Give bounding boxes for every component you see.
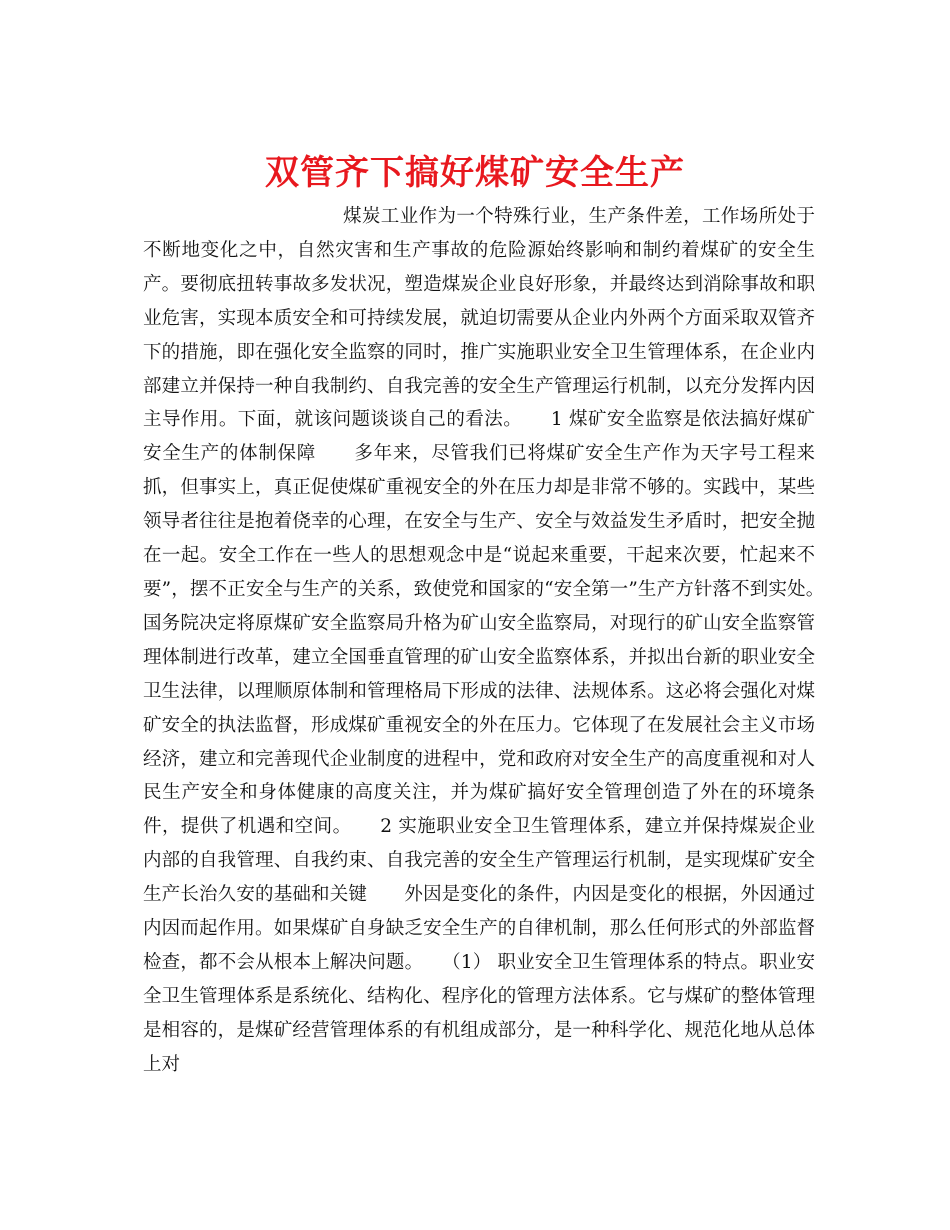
document-body: 煤炭工业作为一个特殊行业，生产条件差，工作场所处于不断地变化之中，自然灾害和生产事故的危险源始终影响和制约着煤矿的安全生产。要彻底扭转事故多发状况，塑造煤炭企业良好形象，并最终达到消除事故和职业危害，实现本质安全和可持续发展，就迫切需要从企业内外两个方面采取双管齐下的措施，即在强化安全监察的同时，推广实施职业安全卫生管理体系，在企业内部建立并保持一种自我制约、自我完善的安全生产管理运行机制，以充分发挥内因主导作用。下面，就该问题谈谈自己的看法。 1 煤矿安全监察是依法搞好煤矿安全生产的体制保障 多年来，尽管我们已将煤矿安全生产作为天字号工程来抓，但事实上，真正促使煤矿重视安全的外在压力却是非常不够的。实践中，某些领导者往往是抱着侥幸的心理，在安全与生产、安全与效益发生矛盾时，把安全抛在一起。安全工作在一些人的思想观念中是“说起来重要，干起来次要，忙起来不要”，摆不正安全与生产的关系，致使党和国家的“安全第一”生产方针落不到实处。 国务院决定将原煤矿安全监察局升格为矿山安全监察局，对现行的矿山安全监察管理体制进行改革，建立全国垂直管理的矿山安全监察体系，并拟出台新的职业安全卫生法律，以理顺原体制和管理格局下形成的法律、法规体系。这必将会强化对煤矿安全的执法监督，形成煤矿重视安全的外在压力。它体现了在发展社会主义市场经济，建立和完善现代企业制度的进程中，党和政府对安全生产的高度重视和对人民生产安全和身体健康的高度关注，并为煤矿搞好安全管理创造了外在的环境条件，提供了机遇和空间。 2 实施职业安全卫生管理体系，建立并保持煤炭企业内部的自我管理、自我约束、自我完善的安全生产管理运行机制，是实现煤矿安全生产长治久安的基础和关键 外因是变化的条件，内因是变化的根据，外因通过内因而起作用。如果煤矿自身缺乏安全生产的自律机制，那么任何形式的外部监督检查，都不会从根本上解决问题。 （1） 职业安全卫生管理体系的特点。职业安全卫生管理体系是系统化、结构化、程序化的管理方法体系。它与煤矿的整体管理是相容的，是煤矿经营管理体系的有机组成部分，是一种科学化、规范化地从总体上对 xyxy=(143,206,834,1075)
document-title: 双管齐下搞好煤矿安全生产 xyxy=(265,152,685,193)
